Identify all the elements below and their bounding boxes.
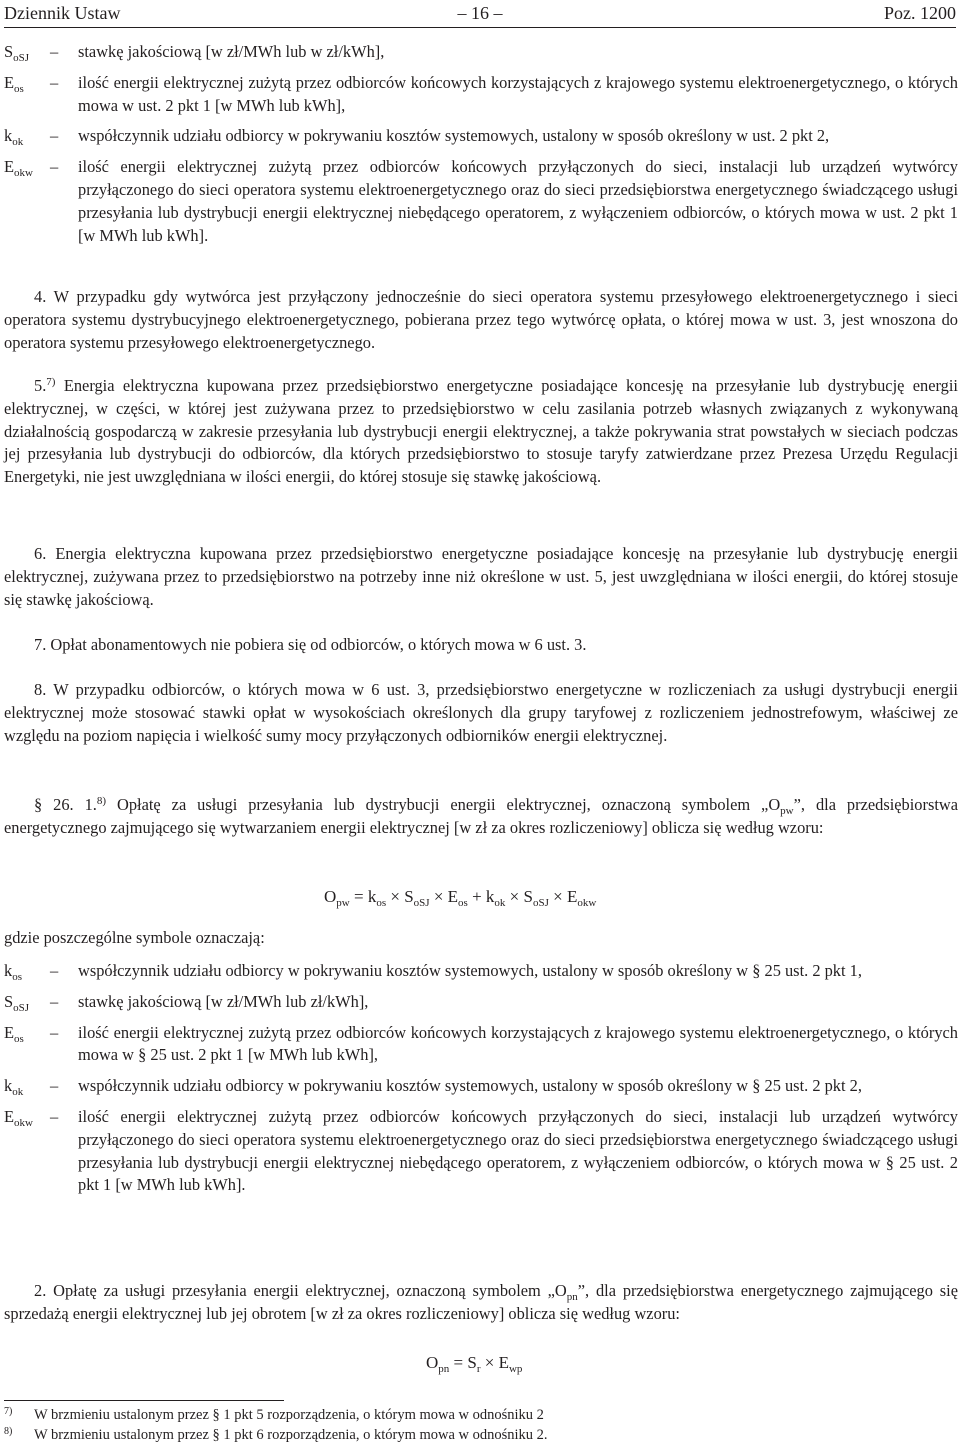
footnote-number: 8) — [4, 1426, 13, 1437]
formula-opn: $O_{pn} = S_r \times E_{wp}$ — [426, 1353, 523, 1375]
position-number: Poz. 1200 — [884, 3, 956, 23]
paragraph-8: 8. W przypadku odbiorców, o których mowa w 6 ust. 3, przedsiębiorstwo energetyczne w rozliczeniach za usługi dystrybucji energii elektrycznej może stosować stawki opłat w wysokościach określonych dla grupy taryfowej z rozliczeniem jednostrefowym, właściwej ze względu na poziom napięcia i wielkość sumy mocy przyłączonych odbiorników energii elektrycznej. — [4, 680, 958, 745]
symbol: $S_{oSJ}$ — [4, 42, 30, 64]
symbol: $E_{okw}$ — [4, 1106, 33, 1129]
definition-text: ilość energii elektrycznej zużytą przez odbiorców końcowych przyłączonych do sieci, instalacji lub urządzeń wytwórcy przyłączonego do sieci operatora systemu elektroenergetycznego oraz do sieci przedsiębiorstwa energetycznego świadczącego usługi przesyłania lub dystrybucji energii elektrycznej niebędącego operatorem, z wyłączeniem odbiorców, o których mowa w ust. 2 pkt 1 [w MWh lub kWh]. — [78, 157, 958, 245]
dash: – — [50, 991, 59, 1011]
footnote-ref[interactable]: 8) — [96, 795, 107, 807]
paragraph-26-1: § 26. 1.$^{8)}$ Opłatę za usługi przesyłania lub dystrybucji energii elektrycznej, oznaczoną symbolem $„O_{pw}$”, dla przedsiębiorstwa energetycznego zajmującego się wytwarzaniem energii elektrycznej [w zł za okres rozliczeniowy] oblicza się według wzoru: — [4, 795, 958, 837]
definition-text: ilość energii elektrycznej zużytą przez odbiorców końcowych przyłączonych do sieci, instalacji lub urządzeń wytwórcy przyłączonego do sieci operatora systemu elektroenergetycznego oraz do sieci przedsiębiorstwa energetycznego świadczącego usługi przesyłania lub dystrybucji energii elektrycznej niebędącego operatorem, z wyłączeniem odbiorców, o których mowa w § 25 ust. 2 pkt 1 [w MWh lub kWh]. — [78, 1106, 958, 1195]
dash: – — [50, 1106, 59, 1126]
symbols-intro: gdzie poszczególne symbole oznaczają: — [4, 928, 265, 947]
definition-text: ilość energii elektrycznej zużytą przez odbiorców końcowych korzystających z krajowego systemu elektroenergetycznego, o których mowa w § 25 ust. 2 pkt 1 [w MWh lub kWh], — [78, 1022, 958, 1065]
symbol: $k_{ok}$ — [4, 126, 24, 149]
dash: – — [50, 72, 59, 92]
dash: – — [50, 126, 59, 146]
definition-text: stawkę jakościową [w zł/MWh lub w zł/kWh], — [78, 42, 385, 61]
definition-item — [4, 41, 958, 64]
paragraph-4: 4. W przypadku gdy wytwórca jest przyłączony jednocześnie do sieci operatora systemu przesyłowego elektroenergetycznego i sieci operatora systemu dystrybucyjnego elektroenergetycznego, pobierana przez tego wytwórcę opłata, o której mowa w ust. 3, jest wnoszona do operatora systemu przesyłowego elektroenergetycznego. — [4, 287, 958, 352]
footnote-divider — [4, 1400, 284, 1401]
journal-title: Dziennik Ustaw — [4, 3, 121, 23]
definition-text: współczynnik udziału odbiorcy w pokrywaniu kosztów systemowych, ustalony w sposób określony w § 25 ust. 2 pkt 2, — [78, 1076, 862, 1096]
symbol-definitions-bottom — [4, 960, 958, 1205]
definition-text: ilość energii elektrycznej zużytą przez odbiorców końcowych korzystających z krajowego systemu elektroenergetycznego, o których mowa w ust. 2 pkt 1 [w MWh lub kWh], — [78, 72, 958, 115]
formula-opw: $O_{pw} = k_{os} \times S_{oSJ} \times E_{os} + k_{ok} \times S_{oSJ} \times E_{okw}$ — [324, 887, 597, 909]
definition-text: stawkę jakościową [w zł/MWh lub zł/kWh], — [78, 991, 369, 1011]
footnote-text: W brzmieniu ustalonym przez § 1 pkt 5 rozporządzenia, o którym mowa w odnośniku 2 — [34, 1407, 544, 1423]
header-divider — [4, 27, 956, 28]
symbol: $k_{ok}$ — [4, 1076, 24, 1099]
dash: – — [50, 961, 59, 980]
symbol: $k_{os}$ — [4, 961, 22, 983]
page-header — [4, 0, 956, 26]
footnote-ref[interactable]: 7) — [46, 376, 56, 388]
footnote-number: 7) — [4, 1406, 13, 1417]
definition-item — [4, 72, 958, 118]
definition-text: współczynnik udziału odbiorcy w pokrywaniu kosztów systemowych, ustalony w sposób określony w § 25 ust. 2 pkt 1, — [78, 961, 862, 980]
definition-item — [4, 156, 958, 247]
symbol: $E_{os}$ — [4, 72, 24, 95]
symbol: $S_{oSJ}$ — [4, 991, 30, 1014]
dash: – — [50, 1022, 59, 1042]
paragraph-26-2: 2. Opłatę za usługi przesyłania energii elektrycznej, oznaczoną symbolem $„O_{pn}$”, dla przedsiębiorstwa energetycznego zajmującego się sprzedażą energii elektrycznej lub jej obrotem [w zł za okres rozliczeniowy] oblicza się według wzoru: — [4, 1281, 958, 1323]
footnote-text: W brzmieniu ustalonym przez § 1 pkt 6 rozporządzenia, o którym mowa w odnośniku 2. — [34, 1427, 548, 1443]
definition-text: współczynnik udziału odbiorcy w pokrywaniu kosztów systemowych, ustalony w sposób określony w ust. 2 pkt 2, — [78, 126, 830, 146]
symbol: $E_{okw}$ — [4, 157, 33, 180]
definition-item — [4, 991, 958, 1014]
definition-item — [4, 1022, 958, 1068]
paragraph-5: 5.$^{7)}$ Energia elektryczna kupowana przez przedsiębiorstwo energetyczne posiadające koncesję na przesyłanie lub dystrybucję energii elektrycznej, w części, w której jest zużywana przez to przedsiębiorstwo w celu zasilania potrzeb własnych związanych z wykonywaną działalnością gospodarczą w zakresie przesyłania lub dystrybucji energii elektrycznej, a także pokrywania strat powstałych w sieciach podczas jej przesyłania lub dystrybucji do odbiorców, dla których przedsiębiorstwo to stosuje taryfy zatwierdzane przez Prezesa Urzędu Regulacji Energetyki, nie jest uwzględniana w ilości energii, do której stosuje się stawkę jakościową. — [4, 376, 958, 487]
definition-item — [4, 960, 958, 983]
paragraph-6: 6. Energia elektryczna kupowana przez przedsiębiorstwo energetyczne posiadające koncesję na przesyłanie lub dystrybucję energii elektrycznej, zużywana przez to przedsiębiorstwo na potrzeby inne niż określone w ust. 5, jest uwzględniana w ilości energii, do której stosuje się stawkę jakościową. — [4, 544, 958, 609]
page-number: – 16 – — [457, 3, 503, 23]
paragraph-7: 7. Opłat abonamentowych nie pobiera się od odbiorców, o których mowa w 6 ust. 3. — [34, 635, 587, 654]
dash: – — [50, 1076, 59, 1096]
definition-item — [4, 1075, 958, 1098]
dash: – — [50, 157, 59, 177]
definition-item — [4, 1106, 958, 1197]
dash: – — [50, 42, 59, 61]
definition-item — [4, 125, 958, 148]
symbol: $E_{os}$ — [4, 1022, 24, 1045]
symbol-definitions-top — [4, 41, 958, 255]
